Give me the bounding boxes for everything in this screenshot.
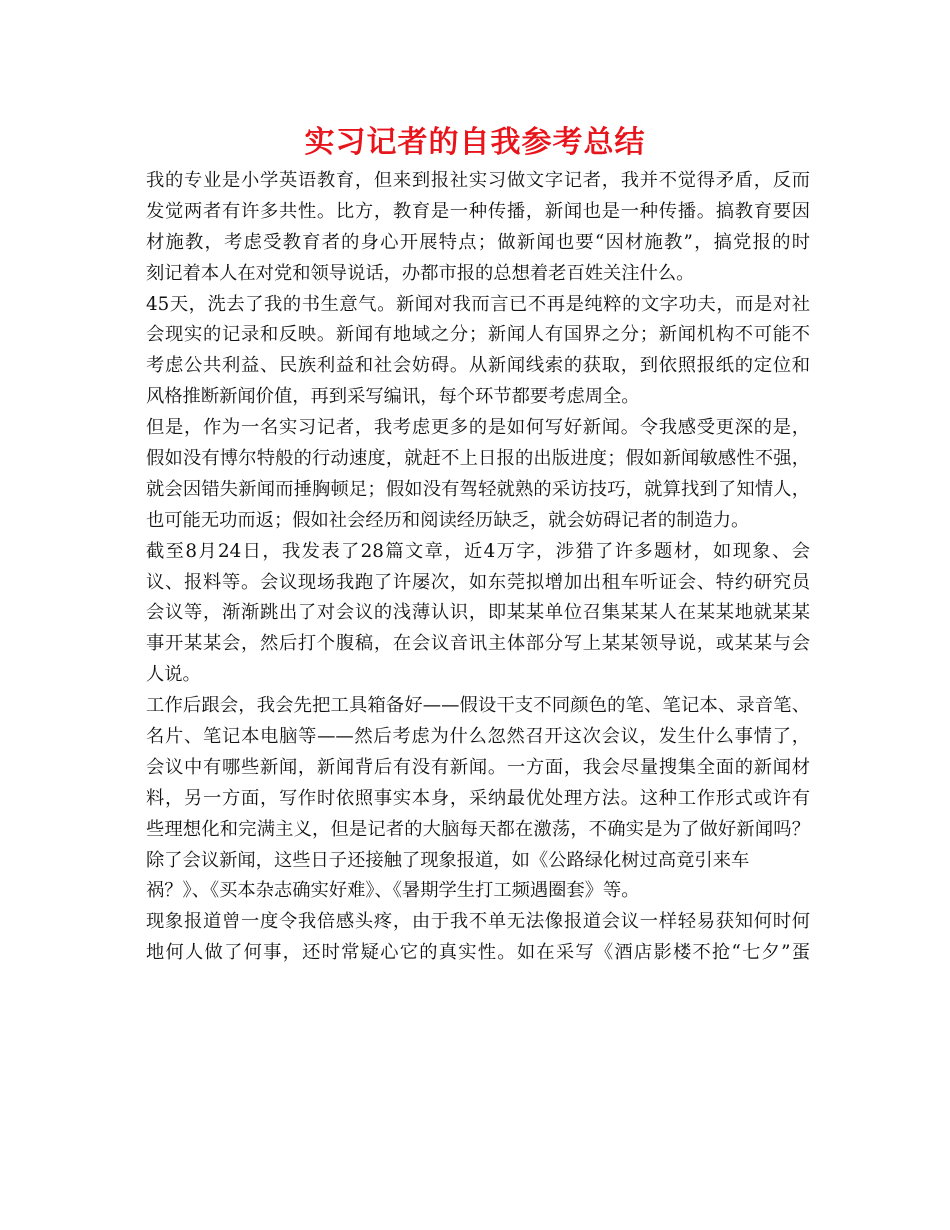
text-line: 会议等，渐渐跳出了对会议的浅薄认识，即某某单位召集某某人在某某地就某某 <box>146 602 810 624</box>
text-line: 材施教，考虑受教育者的身心开展特点；做新闻也要“因材施教”，搞党报的时 <box>146 231 810 253</box>
text-line: 截至8月24日，我发表了28篇文章，近4万字，涉猎了许多题材，如现象、会 <box>146 540 810 562</box>
text-line: 人说。 <box>146 664 201 686</box>
text-line: 就会因错失新闻而捶胸顿足；假如没有驾轻就熟的采访技巧，就算找到了知情人， <box>146 478 810 500</box>
text-line: 地何人做了何事，还时常疑心它的真实性。如在采写《酒店影楼不抢“七夕”蛋 <box>146 942 810 964</box>
text-line: 45天，洗去了我的书生意气。新闻对我而言已不再是纯粹的文字功夫，而是对社 <box>146 293 810 315</box>
text-line: 但是，作为一名实习记者，我考虑更多的是如何写好新闻。令我感受更深的是， <box>146 417 810 439</box>
text-line: 假如没有博尔特般的行动速度，就赶不上日报的出版进度；假如新闻敏感性不强， <box>146 448 810 470</box>
text-line: 些理想化和完满主义，但是记者的大脑每天都在激荡，不确实是为了做好新闻吗？ <box>146 818 810 840</box>
text-line: 我的专业是小学英语教育，但来到报社实习做文字记者，我并不觉得矛盾，反而 <box>146 170 810 191</box>
text-line: 祸？》、《买本杂志确实好难》、《暑期学生打工频遇圈套》等。 <box>146 880 640 902</box>
text-line: 会议中有哪些新闻，新闻背后有没有新闻。一方面，我会尽量搜集全面的新闻材 <box>146 756 810 778</box>
text-line: 刻记着本人在对党和领导说话，办都市报的总想着老百姓关注什么。 <box>146 262 695 284</box>
document-title: 实习记者的自我参考总结 <box>304 125 646 160</box>
text-line: 议、报料等。会议现场我跑了许屡次，如东莞拟增加出租车听证会、特约研究员 <box>146 571 810 593</box>
text-line: 除了会议新闻，这些日子还接触了现象报道，如《公路绿化树过高竟引来车 <box>146 849 750 871</box>
text-line: 现象报道曾一度令我倍感头疼，由于我不单无法像报道会议一样轻易获知何时何 <box>146 911 810 933</box>
text-line: 考虑公共利益、民族利益和社会妨碍。从新闻线索的获取，到依照报纸的定位和 <box>146 355 810 377</box>
text-line: 风格推断新闻价值，再到采写编讯，每个环节都要考虑周全。 <box>146 386 640 408</box>
text-line: 事开某某会，然后打个腹稿，在会议音讯主体部分写上某某领导说，或某某与会 <box>146 633 810 655</box>
text-line: 名片、笔记本电脑等——然后考虑为什么忽然召开这次会议，发生什么事情了， <box>146 726 810 748</box>
text-line: 会现实的记录和反映。新闻有地域之分；新闻人有国界之分；新闻机构不可能不 <box>146 324 810 346</box>
text-line: 料，另一方面，写作时依照事实本身，采纳最优处理方法。这种工作形式或许有 <box>146 787 810 809</box>
text-line: 也可能无功而返；假如社会经历和阅读经历缺乏，就会妨碍记者的制造力。 <box>146 509 750 531</box>
document-body <box>146 166 810 969</box>
text-line: 发觉两者有许多共性。比方，教育是一种传播，新闻也是一种传播。搞教育要因 <box>146 200 810 222</box>
text-line: 工作后跟会，我会先把工具箱备好——假设干支不同颜色的笔、笔记本、录音笔、 <box>146 695 810 717</box>
